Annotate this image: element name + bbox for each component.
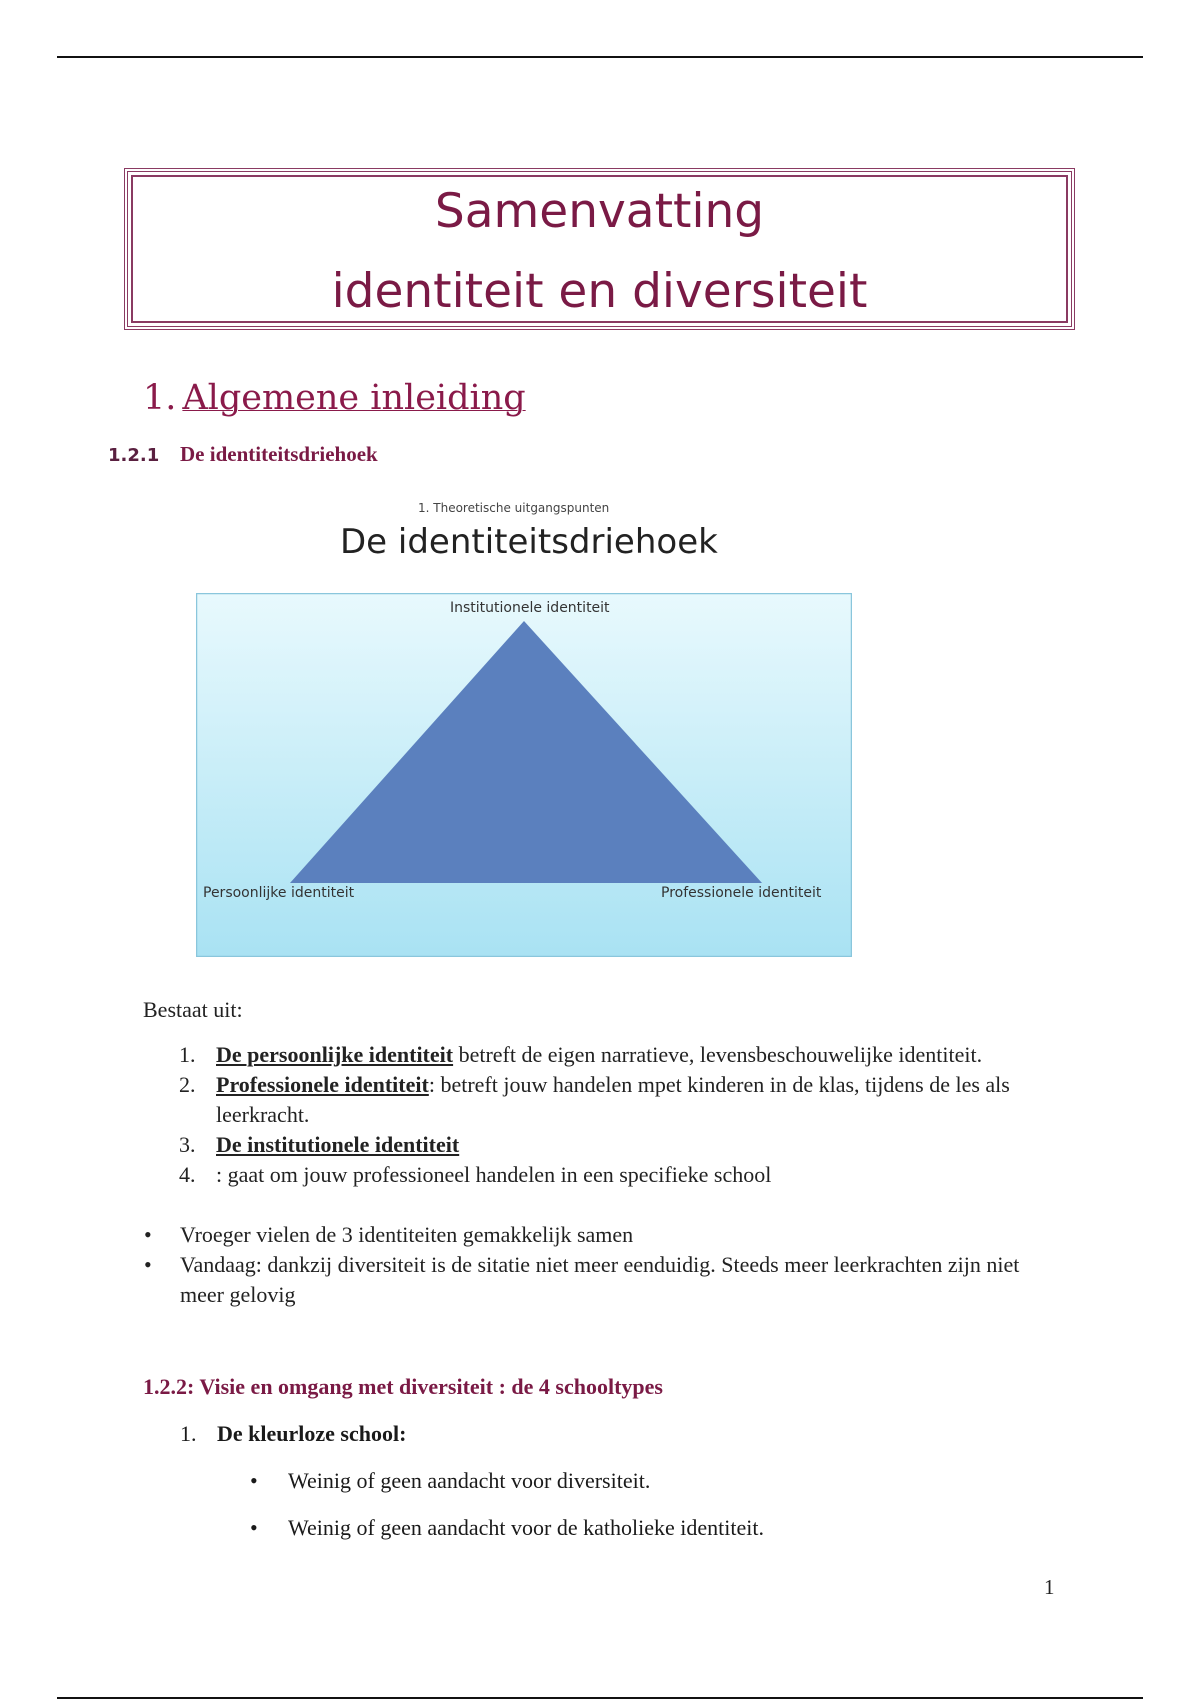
document-title: Samenvatting <box>434 184 765 239</box>
list-item-text: : gaat om jouw professioneel handelen in een specifieke school <box>216 1162 772 1187</box>
list-item-lead: De institutionele identiteit <box>216 1132 460 1157</box>
title-box <box>124 168 1075 330</box>
list-marker: 1. <box>179 1042 196 1067</box>
schooltype-item <box>180 1421 406 1447</box>
list-item-text: : betreft jouw handelen mpet kinderen in de klas, tijdens de les als leerkracht. <box>216 1072 1010 1127</box>
slide-title: De identiteitsdriehoek <box>340 522 718 562</box>
list-marker: 4. <box>179 1162 196 1187</box>
bullet-item <box>140 1250 1040 1310</box>
list-item <box>175 1160 1075 1190</box>
list-marker: 3. <box>179 1132 196 1157</box>
list-item <box>175 1130 1075 1160</box>
identity-triangle-diagram <box>196 593 852 957</box>
list-item-lead: Professionele identiteit <box>216 1072 429 1097</box>
label-institutionele-identiteit: Institutionele identiteit <box>450 600 610 616</box>
section-heading-1 <box>143 378 536 418</box>
header-rule <box>57 56 1143 58</box>
bullet-text: Weinig of geen aandacht voor diversiteit. <box>288 1468 651 1493</box>
schooltype-bullet <box>250 1515 764 1541</box>
intro-text: Bestaat uit: <box>143 997 243 1022</box>
bullet-item <box>140 1220 1040 1250</box>
footer-rule <box>57 1697 1143 1699</box>
subsection-title: De identiteitsdriehoek <box>180 442 378 466</box>
subsection-heading-121 <box>108 442 378 467</box>
list-marker: 2. <box>179 1072 196 1097</box>
schooltype-bullet <box>250 1468 650 1494</box>
bullet-icon: • <box>250 1515 258 1540</box>
bullet-icon: • <box>144 1222 152 1247</box>
bullet-icon: • <box>250 1468 258 1493</box>
list-item-text: betreft de eigen narratieve, levensbeschouwelijke identiteit. <box>453 1042 983 1067</box>
page-number: 1 <box>1044 1575 1055 1599</box>
bullet-text: Weinig of geen aandacht voor de katholieke identiteit. <box>288 1515 764 1540</box>
label-persoonlijke-identiteit: Persoonlijke identiteit <box>203 885 355 901</box>
list-marker: 1. <box>180 1421 197 1446</box>
slide-caption: 1. Theoretische uitgangspunten <box>418 501 610 515</box>
subsection-number: 1.2.1 <box>108 445 160 466</box>
schooltype-label: De kleurloze school: <box>217 1421 407 1446</box>
diagram-svg <box>196 593 852 957</box>
subsection-heading-122: 1.2.2: Visie en omgang met diversiteit : de 4 schooltypes <box>143 1374 663 1399</box>
bullet-text: Vandaag: dankzij diversiteit is de sitatie niet meer eenduidig. Steeds meer leerkrachten zijn niet meer gelovig <box>180 1252 1020 1307</box>
bullet-text: Vroeger vielen de 3 identiteiten gemakkelijk samen <box>180 1222 634 1247</box>
list-item <box>175 1040 1075 1070</box>
bullet-icon: • <box>144 1252 152 1277</box>
list-item-lead: De persoonlijke identiteit <box>216 1042 454 1067</box>
list-item <box>175 1070 1075 1130</box>
bullet-list <box>140 1220 1040 1310</box>
document-subtitle: identiteit en diversiteit <box>331 264 868 319</box>
identity-ordered-list <box>175 1040 1075 1190</box>
label-professionele-identiteit: Professionele identiteit <box>661 885 822 901</box>
section-title: Algemene inleiding <box>182 378 526 418</box>
section-number: 1. <box>143 378 177 418</box>
